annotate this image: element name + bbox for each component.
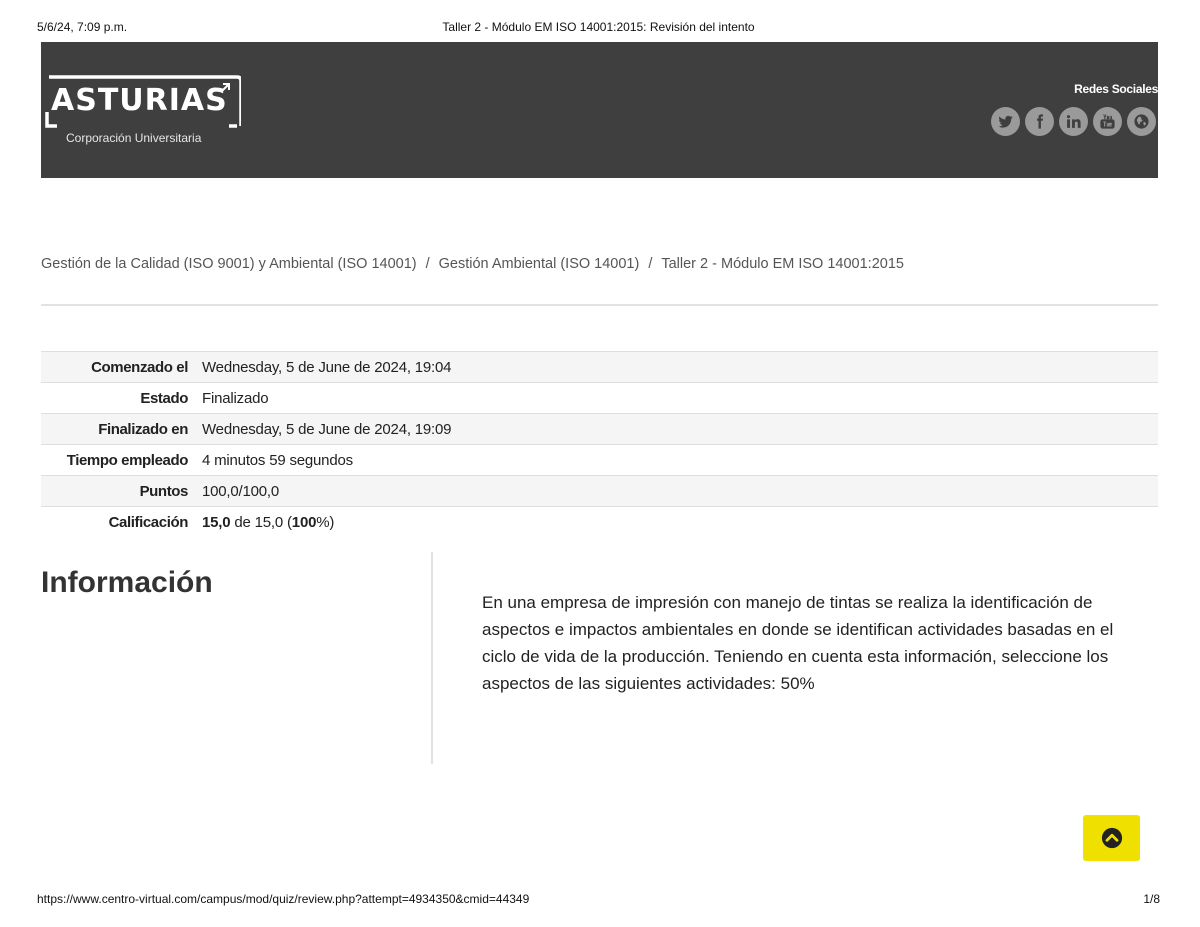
- breadcrumb: [41, 256, 904, 272]
- summary-row-points: [41, 476, 1158, 507]
- globe-icon[interactable]: [1127, 107, 1156, 136]
- back-to-top-button[interactable]: [1083, 815, 1140, 861]
- summary-label: Comenzado el: [91, 359, 188, 376]
- summary-row-completed: [41, 414, 1158, 445]
- summary-value: Finalizado: [202, 390, 269, 407]
- logo-text: ASTURIAS: [51, 83, 228, 118]
- print-page-number: 1/8: [1143, 892, 1160, 906]
- summary-value: Wednesday, 5 de June de 2024, 19:09: [202, 421, 452, 438]
- summary-row-started: [41, 352, 1158, 383]
- social-icons: [991, 107, 1156, 136]
- summary-value: [194, 507, 1158, 538]
- summary-value: 100,0/100,0: [202, 483, 280, 500]
- summary-label: Finalizado en: [98, 421, 188, 438]
- grade-score: 15,0: [202, 514, 231, 531]
- divider: [41, 304, 1158, 306]
- breadcrumb-separator: /: [425, 256, 430, 272]
- site-header: [41, 42, 1158, 178]
- information-title: Información: [41, 566, 213, 599]
- print-date: 5/6/24, 7:09 p.m.: [37, 20, 128, 34]
- social-label: Redes Sociales: [1074, 82, 1158, 96]
- chevron-up-circle-icon: [1101, 827, 1123, 849]
- summary-row-time-taken: [41, 445, 1158, 476]
- print-header: [37, 20, 1160, 36]
- summary-row-grade: [41, 507, 1158, 538]
- summary-value: Wednesday, 5 de June de 2024, 19:04: [202, 359, 452, 376]
- breadcrumb-separator: /: [648, 256, 653, 272]
- print-title: Taller 2 - Módulo EM ISO 14001:2015: Revisión del intento: [442, 20, 755, 34]
- breadcrumb-item-course[interactable]: Gestión de la Calidad (ISO 9001) y Ambiental (ISO 14001): [41, 256, 417, 272]
- twitter-icon[interactable]: [991, 107, 1020, 136]
- logo-subtext: Corporación Universitaria: [66, 131, 202, 145]
- summary-label: Puntos: [139, 483, 188, 500]
- facebook-icon[interactable]: [1025, 107, 1054, 136]
- grade-end: %): [316, 514, 335, 531]
- grade-rest: de 15,0 (: [230, 514, 292, 531]
- breadcrumb-item-section[interactable]: Gestión Ambiental (ISO 14001): [438, 256, 640, 272]
- attempt-summary-table: [41, 351, 1158, 537]
- print-url: https://www.centro-virtual.com/campus/mod/quiz/review.php?attempt=4934350&cmid=44349: [37, 892, 530, 906]
- summary-label: Estado: [140, 390, 188, 407]
- information-text: En una empresa de impresión con manejo de tintas se realiza la identificación de aspectos e impactos ambientales en donde se identifican actividades basadas en el ciclo de vida de la producción. Teniendo en cuenta esta información, seleccione los aspectos de las siguientes actividades: 50%: [482, 593, 1114, 693]
- breadcrumb-item-quiz[interactable]: Taller 2 - Módulo EM ISO 14001:2015: [661, 256, 904, 272]
- information-block: [41, 552, 1158, 766]
- linkedin-icon[interactable]: [1059, 107, 1088, 136]
- asturias-logo[interactable]: [41, 74, 247, 145]
- youtube-icon[interactable]: [1093, 107, 1122, 136]
- summary-label: Tiempo empleado: [66, 452, 188, 469]
- information-divider: [431, 552, 433, 764]
- grade-percent: 100: [291, 514, 317, 531]
- summary-label: Calificación: [108, 514, 188, 531]
- summary-value: 4 minutos 59 segundos: [202, 452, 353, 469]
- print-footer: [37, 892, 1160, 908]
- summary-row-state: [41, 383, 1158, 414]
